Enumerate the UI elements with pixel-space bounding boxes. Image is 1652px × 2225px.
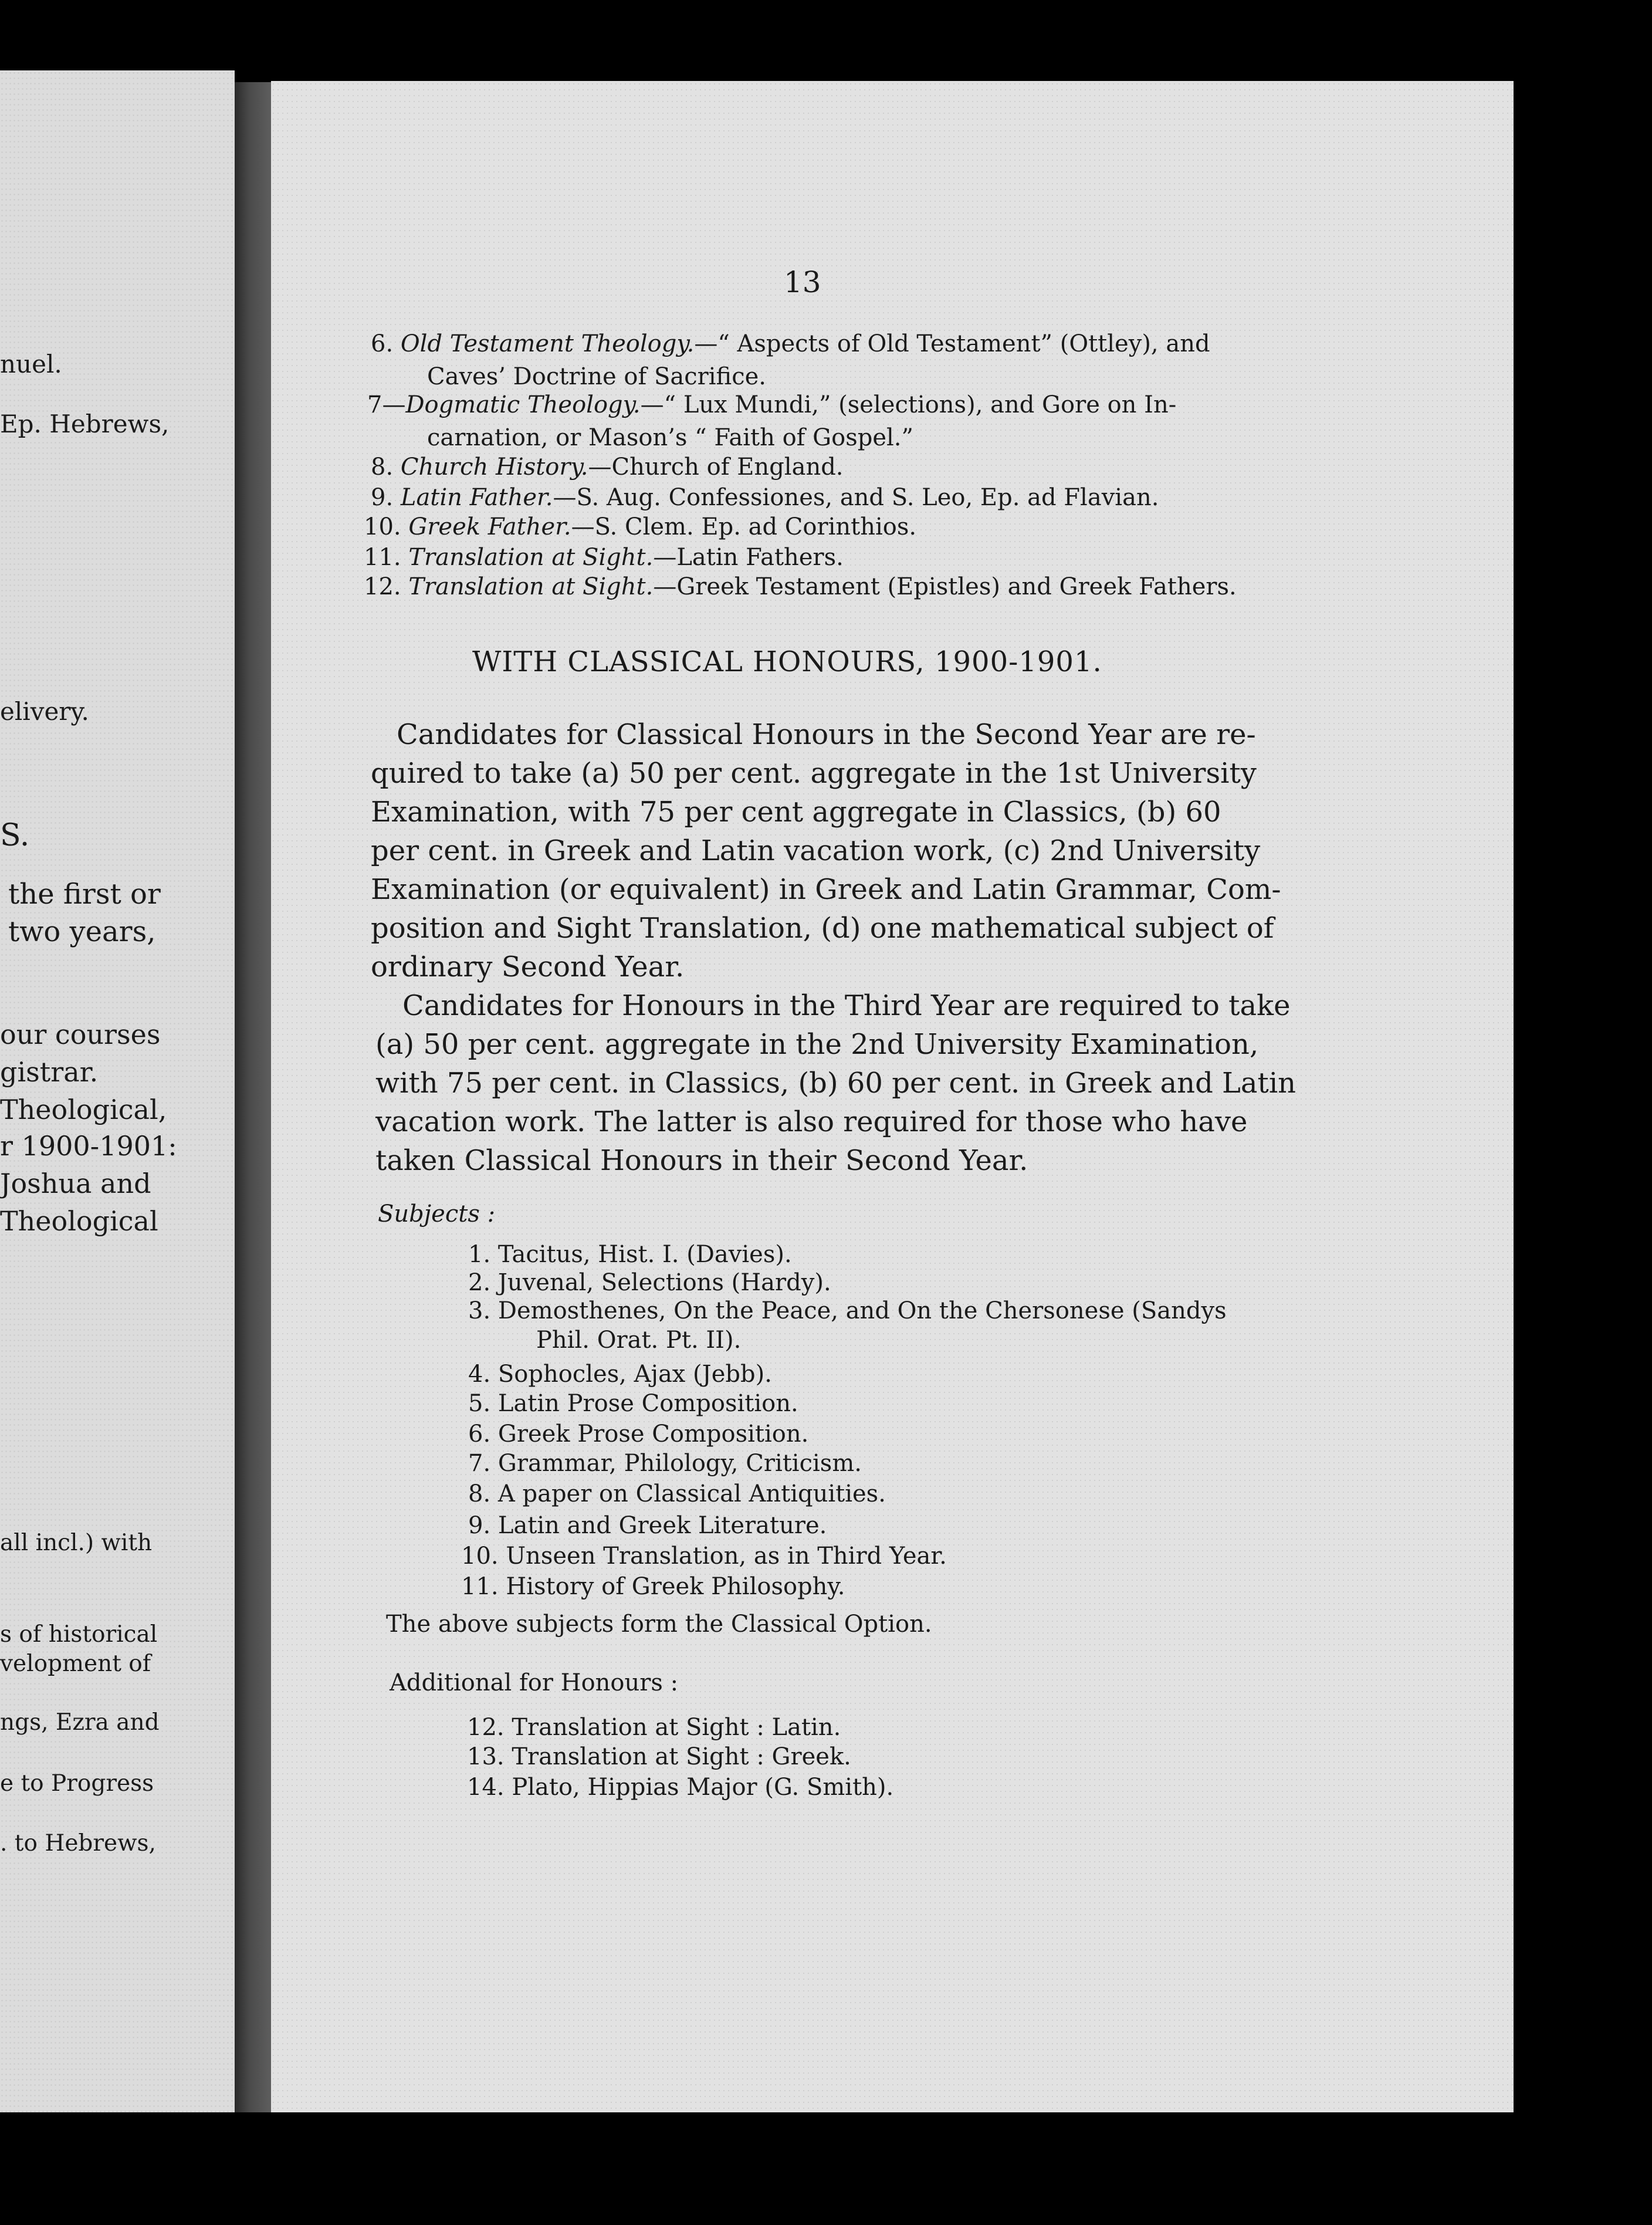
option-item xyxy=(364,546,844,569)
subject-text: Demosthenes, On the Peace, and On the Chersonese (Sandys xyxy=(497,1297,1227,1324)
additional-item xyxy=(467,1745,851,1768)
left-fragment: ngs, Ezra and xyxy=(0,1709,160,1736)
option-item xyxy=(367,393,1176,417)
left-fragment: S. xyxy=(0,818,30,853)
option-title: Translation at Sight. xyxy=(408,573,654,600)
additional-label: Additional for Honours : xyxy=(390,1669,679,1696)
option-number: 12. xyxy=(364,573,401,600)
subject-text: Grammar, Philology, Criticism. xyxy=(497,1450,862,1477)
left-fragment: . to Hebrews, xyxy=(0,1830,156,1857)
left-fragment: the first or xyxy=(8,878,161,911)
option-title: Old Testament Theology. xyxy=(400,330,695,357)
paragraph-line: (a) 50 per cent. aggregate in the 2nd University Examination, xyxy=(375,1028,1259,1061)
subject-number: 10. xyxy=(461,1543,499,1570)
left-fragment: gistrar. xyxy=(0,1056,99,1088)
option-text: —“ Lux Mundi,” (selections), and Gore on In- xyxy=(640,391,1177,418)
left-page xyxy=(0,70,235,2112)
left-fragment: Theological, xyxy=(0,1094,167,1125)
additional-item xyxy=(467,1716,841,1739)
subject-text: Sophocles, Ajax (Jebb). xyxy=(497,1361,772,1388)
subject-text: Latin Prose Composition. xyxy=(497,1390,798,1417)
classical-option-note: The above subjects form the Classical Option. xyxy=(386,1611,932,1638)
page-number: 13 xyxy=(784,265,821,299)
left-fragment: e to Progress xyxy=(0,1770,154,1797)
option-text: —“ Aspects of Old Testament” (Ottley), and xyxy=(694,330,1210,357)
subject-item xyxy=(468,1422,808,1446)
paragraph-line: Candidates for Classical Honours in the Second Year are re- xyxy=(397,718,1256,751)
additional-item xyxy=(467,1776,893,1799)
option-text: —Church of England. xyxy=(588,454,844,481)
option-number: 8. xyxy=(371,454,394,481)
paragraph-line: Examination (or equivalent) in Greek and Latin Grammar, Com- xyxy=(371,873,1281,906)
subject-text: Tacitus, Hist. I. (Davies). xyxy=(497,1241,792,1268)
subject-number: 3. xyxy=(468,1297,491,1324)
option-title: Church History. xyxy=(400,454,588,481)
option-item xyxy=(371,332,1210,356)
option-item xyxy=(364,575,1237,598)
option-continuation: Caves’ Doctrine of Sacrifice. xyxy=(427,363,767,390)
subject-item xyxy=(461,1575,845,1598)
additional-number: 12. xyxy=(467,1714,505,1741)
option-item xyxy=(371,486,1159,509)
subject-text: History of Greek Philosophy. xyxy=(506,1573,845,1600)
subject-item xyxy=(468,1362,772,1386)
additional-text: Translation at Sight : Greek. xyxy=(512,1743,851,1770)
additional-number: 14. xyxy=(467,1774,505,1801)
additional-text: Plato, Hippias Major (G. Smith). xyxy=(512,1774,894,1801)
subject-number: 11. xyxy=(461,1573,499,1600)
book-spine xyxy=(235,82,271,2112)
option-title: Latin Father. xyxy=(400,484,553,511)
left-fragment: our courses xyxy=(0,1019,161,1050)
left-fragment: Theological xyxy=(0,1205,158,1237)
option-item xyxy=(364,515,916,539)
subject-item xyxy=(468,1271,831,1294)
subject-text: Unseen Translation, as in Third Year. xyxy=(506,1543,947,1570)
left-fragment: velopment of xyxy=(0,1651,151,1677)
additional-text: Translation at Sight : Latin. xyxy=(512,1714,841,1741)
subject-item xyxy=(468,1392,798,1415)
left-fragment: nuel. xyxy=(0,350,62,378)
left-fragment: s of historical xyxy=(0,1621,158,1648)
paragraph-line: quired to take (a) 50 per cent. aggregate in the 1st University xyxy=(371,757,1257,790)
subjects-label: Subjects : xyxy=(378,1201,496,1228)
left-fragment: two years, xyxy=(8,915,156,948)
paragraph-line: Examination, with 75 per cent aggregate in Classics, (b) 60 xyxy=(371,796,1221,829)
option-item xyxy=(371,455,844,479)
subject-item xyxy=(468,1482,886,1506)
paragraph-line: position and Sight Translation, (d) one mathematical subject of xyxy=(371,912,1274,945)
left-fragment: elivery. xyxy=(0,697,89,726)
option-number: 9. xyxy=(371,484,394,511)
subject-number: 7. xyxy=(468,1450,491,1477)
subject-number: 4. xyxy=(468,1361,491,1388)
subject-text: Juvenal, Selections (Hardy). xyxy=(497,1269,831,1296)
additional-number: 13. xyxy=(467,1743,505,1770)
paragraph-line: vacation work. The latter is also required for those who have xyxy=(375,1105,1248,1138)
option-title: Greek Father. xyxy=(408,513,571,540)
left-fragment: r 1900-1901: xyxy=(0,1130,177,1162)
option-number: 6. xyxy=(371,330,394,357)
option-number: 11. xyxy=(364,544,401,571)
subject-number: 5. xyxy=(468,1390,491,1417)
option-text: —Latin Fathers. xyxy=(653,544,844,571)
option-text: —S. Clem. Ep. ad Corinthios. xyxy=(571,513,917,540)
section-heading: WITH CLASSICAL HONOURS, 1900-1901. xyxy=(472,645,1102,678)
subject-number: 8. xyxy=(468,1480,491,1507)
subject-item xyxy=(461,1544,947,1568)
subject-number: 1. xyxy=(468,1241,491,1268)
option-text: —Greek Testament (Epistles) and Greek Fathers. xyxy=(653,573,1237,600)
paragraph-line: Candidates for Honours in the Third Year are required to take xyxy=(402,989,1291,1022)
subject-number: 6. xyxy=(468,1421,491,1448)
option-text: —S. Aug. Confessiones, and S. Leo, Ep. ad Flavian. xyxy=(553,484,1159,511)
subject-text: A paper on Classical Antiquities. xyxy=(497,1480,886,1507)
paragraph-line: ordinary Second Year. xyxy=(371,951,685,983)
option-title: Dogmatic Theology. xyxy=(405,391,641,418)
subject-item xyxy=(468,1299,1227,1323)
subject-number: 9. xyxy=(468,1512,491,1539)
paragraph-line: with 75 per cent. in Classics, (b) 60 per cent. in Greek and Latin xyxy=(375,1067,1296,1100)
left-fragment: Ep. Hebrews, xyxy=(0,410,170,438)
left-fragment: all incl.) with xyxy=(0,1530,153,1556)
subject-continuation: Phil. Orat. Pt. II). xyxy=(536,1327,742,1354)
subject-item xyxy=(468,1514,827,1537)
subject-item xyxy=(468,1243,792,1266)
option-number: 10. xyxy=(364,513,401,540)
subject-number: 2. xyxy=(468,1269,491,1296)
left-fragment: Joshua and xyxy=(0,1168,151,1199)
option-number: 7— xyxy=(367,391,406,418)
subject-text: Latin and Greek Literature. xyxy=(497,1512,827,1539)
option-continuation: carnation, or Mason’s “ Faith of Gospel.” xyxy=(427,424,913,451)
option-title: Translation at Sight. xyxy=(408,544,654,571)
paragraph-line: per cent. in Greek and Latin vacation work, (c) 2nd University xyxy=(371,834,1261,867)
paragraph-line: taken Classical Honours in their Second Year. xyxy=(375,1144,1028,1177)
subject-item xyxy=(468,1452,862,1475)
subject-text: Greek Prose Composition. xyxy=(497,1421,809,1448)
